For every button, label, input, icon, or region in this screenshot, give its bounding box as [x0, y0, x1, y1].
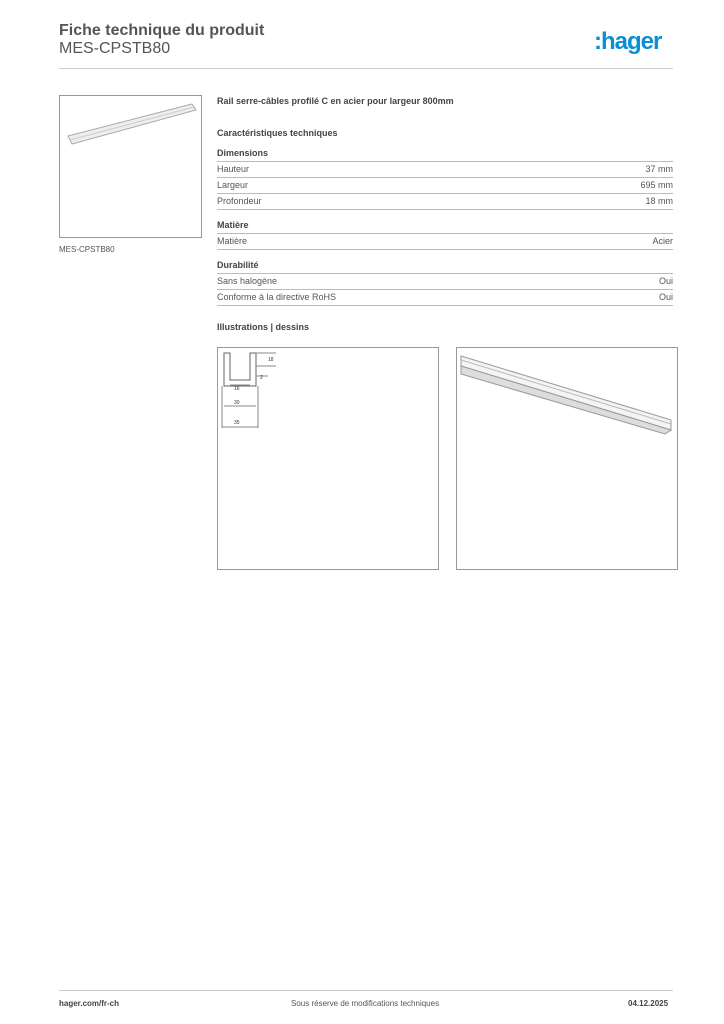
spec-row: [217, 177, 673, 193]
spec-label: Matière: [217, 236, 248, 246]
product-description: Rail serre-câbles profilé C en acier pour largeur 800mm: [217, 96, 454, 106]
spec-group-title: Durabilité: [217, 260, 259, 270]
divider: [59, 68, 673, 69]
spec-value: 695 mm: [640, 180, 673, 190]
specs-heading: Caractéristiques techniques: [217, 128, 338, 138]
product-image: [59, 95, 202, 238]
illustrations-heading: Illustrations | dessins: [217, 322, 310, 332]
page-title: Fiche technique du produit: [59, 22, 265, 39]
image-caption: MES-CPSTB80: [59, 245, 115, 254]
spec-value: Oui: [658, 292, 673, 302]
footer-date: 04.12.2025: [628, 999, 669, 1008]
spec-label: Sans halogène: [217, 276, 278, 286]
product-reference: MES-CPSTB80: [59, 40, 171, 57]
spec-value: Acier: [652, 236, 673, 246]
footer-note: Sous réserve de modifications techniques: [291, 999, 440, 1008]
spec-label: Profondeur: [217, 196, 262, 206]
spec-value: 37 mm: [645, 164, 673, 174]
spec-row: [217, 193, 673, 210]
spec-label: Largeur: [217, 180, 249, 190]
spec-value: 18 mm: [645, 196, 673, 206]
profile-drawing: [217, 347, 439, 570]
spec-label: Conforme à la directive RoHS: [217, 292, 337, 302]
dim-label: 35: [234, 420, 240, 426]
spec-row: [217, 289, 673, 306]
spec-value: Oui: [658, 276, 673, 286]
hager-logo: :hager: [594, 28, 662, 55]
dim-label: 2: [260, 375, 263, 381]
spec-row: [217, 273, 673, 289]
spec-label: Hauteur: [217, 164, 250, 174]
spec-group-title: Matière: [217, 220, 249, 230]
dim-label: 16: [234, 386, 240, 392]
footer-divider: [59, 990, 673, 991]
dim-label: 18: [268, 357, 274, 363]
specs-panel: [217, 96, 673, 332]
spec-row: [217, 233, 673, 250]
rail-drawing: [456, 347, 678, 570]
spec-group-title: Dimensions: [217, 148, 269, 158]
footer-url[interactable]: hager.com/fr-ch: [59, 999, 120, 1008]
dim-label: 30: [234, 400, 240, 406]
spec-row: [217, 161, 673, 177]
